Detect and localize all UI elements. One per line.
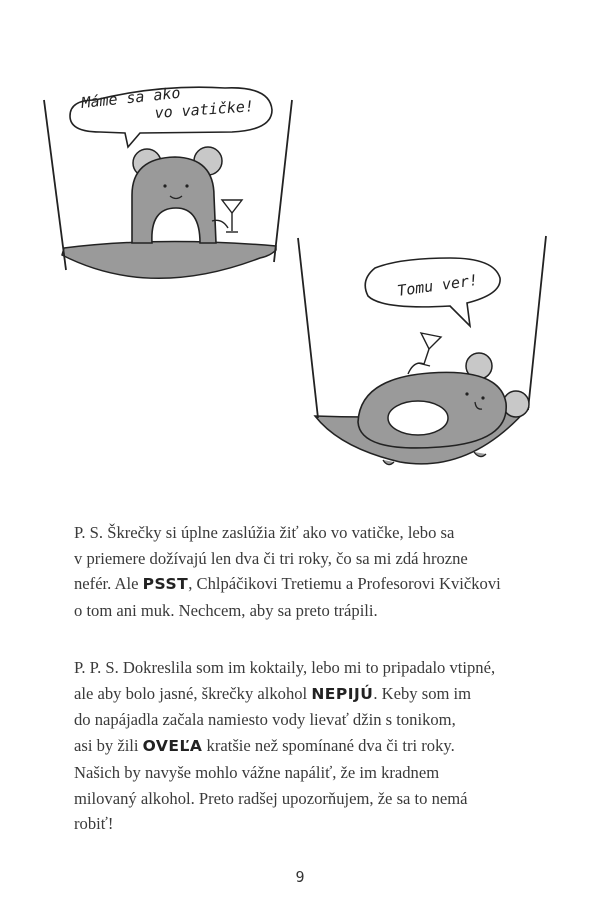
ps2-line4b: kratšie než spomínané dva či tri roky. bbox=[202, 736, 455, 756]
cocktail-glass-icon bbox=[418, 333, 441, 366]
ps1-highlight-psst: PSST bbox=[142, 575, 189, 594]
ps1-line3b: , Chlpáčikovi Tretiemu a Profesorovi Kvičkovi bbox=[188, 574, 501, 594]
postscript-paragraph bbox=[74, 520, 574, 624]
ps1-line2: v priemere dožívajú len dva či tri roky, čo sa mi zdá hrozne bbox=[74, 548, 468, 568]
bubble1-line2: vo vatičke! bbox=[154, 97, 255, 122]
bubble2-text: Tomu ver! bbox=[396, 270, 480, 300]
speech-bubble-1 bbox=[70, 84, 272, 147]
ps2-line5: Našich by navyše mohlo vážne napáliť, že im kradnem bbox=[74, 762, 440, 782]
post-postscript-paragraph bbox=[74, 655, 574, 837]
hamster-lying bbox=[358, 333, 529, 465]
ps2-line4a: asi by žili bbox=[74, 736, 143, 756]
ps2-line1: P. P. S. Dokreslila som im koktaily, lebo mi to pripadalo vtipné, bbox=[74, 658, 496, 677]
cocktail-glass-icon bbox=[222, 200, 242, 232]
ps2-highlight-ovela: OVEĽA bbox=[142, 737, 203, 756]
ps2-line2a: ale aby bolo jasné, škrečky alkohol bbox=[74, 683, 312, 703]
ps2-line6: milovaný alkohol. Preto radšej upozorňujem, že sa to nemá bbox=[74, 788, 468, 808]
ps1-line3a: nefér. Ale bbox=[74, 574, 143, 594]
ps2-line3: do napájadla začala namiesto vody lievať džin s tonikom, bbox=[74, 710, 456, 730]
ps2-highlight-nepiju: NEPIJÚ bbox=[311, 684, 374, 703]
hamster-standing bbox=[132, 147, 242, 243]
ps1-line4: o tom ani muk. Nechcem, aby sa preto trápili. bbox=[74, 601, 378, 621]
page-number: 9 bbox=[295, 868, 305, 886]
ps2-line2b: . Keby som im bbox=[373, 683, 472, 703]
speech-bubble-2 bbox=[365, 258, 500, 326]
ps2-line7: robiť! bbox=[74, 814, 114, 834]
bubble1-line1: Máme sa ako bbox=[80, 83, 182, 112]
ps1-line1: P. S. Škrečky si úplne zaslúžia žiť ako vo vatičke, lebo sa bbox=[74, 523, 455, 542]
